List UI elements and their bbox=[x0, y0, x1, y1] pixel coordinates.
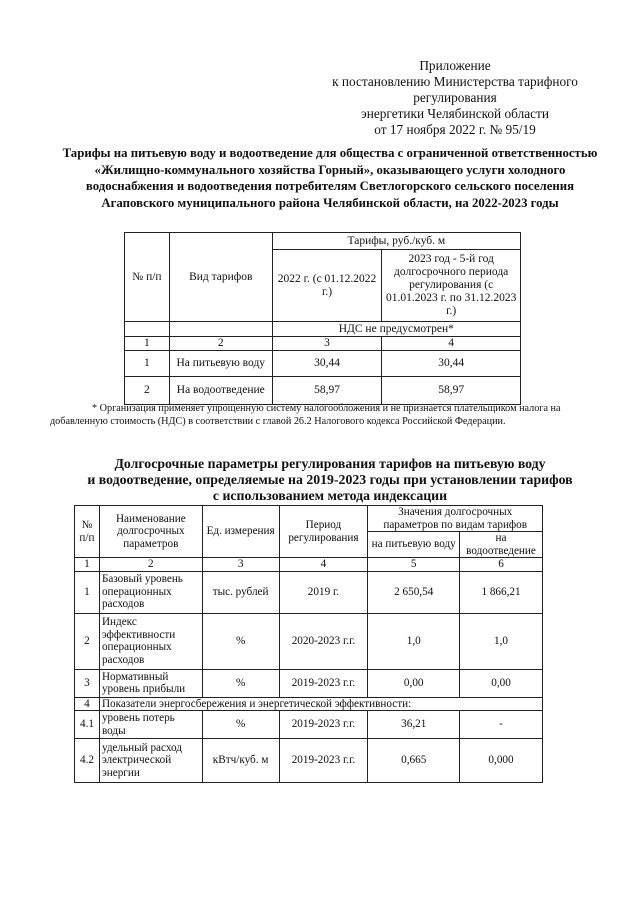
appendix-line: Приложение bbox=[419, 58, 491, 73]
row-2022: 30,44 bbox=[272, 351, 382, 377]
row-unit: % bbox=[202, 613, 279, 669]
index-cell: 1 bbox=[125, 337, 170, 351]
appendix-line: энергетики Челябинской области bbox=[361, 106, 549, 121]
header-values: Значения долгосрочных параметров по видам тарифов bbox=[368, 506, 543, 532]
header-vat: НДС не предусмотрен* bbox=[272, 322, 520, 337]
row-drain: 0,000 bbox=[460, 739, 543, 783]
vat-footnote: * Организация применяет упрощенную систему налогообложения и не признается плательщиком налога на добавленную стоимость (НДС) в соответствии с главой 26.2 Налогового кодекса Российской Федерации. bbox=[50, 403, 561, 427]
table-row bbox=[75, 739, 543, 783]
index-cell: 3 bbox=[202, 558, 279, 572]
row-type: На питьевую воду bbox=[169, 351, 272, 377]
appendix-line: регулирования bbox=[413, 90, 497, 105]
table-row bbox=[75, 613, 543, 669]
header-period: Период регулирования bbox=[279, 506, 368, 558]
row-num: 2 bbox=[125, 377, 170, 405]
section-num: 4 bbox=[75, 697, 100, 711]
row-num: 2 bbox=[75, 613, 100, 669]
appendix-header bbox=[300, 58, 610, 138]
index-cell: 2 bbox=[169, 337, 272, 351]
row-num: 1 bbox=[125, 351, 170, 377]
row-period: 2019 г. bbox=[279, 571, 368, 613]
header-unit: Ед. измерения bbox=[202, 506, 279, 558]
row-drain: - bbox=[460, 711, 543, 739]
row-water: 36,21 bbox=[368, 711, 460, 739]
table-row bbox=[75, 711, 543, 739]
tariff-table bbox=[124, 232, 521, 405]
row-drain: 0,00 bbox=[460, 669, 543, 697]
params-table bbox=[74, 505, 543, 783]
header-name: Наименование долгосрочных параметров bbox=[99, 506, 202, 558]
row-name: удельный расход электрической энергии bbox=[99, 739, 202, 783]
row-water: 0,665 bbox=[368, 739, 460, 783]
params-title bbox=[60, 456, 600, 504]
row-water: 1,0 bbox=[368, 613, 460, 669]
row-unit: кВтч/куб. м bbox=[202, 739, 279, 783]
table-row bbox=[75, 669, 543, 697]
header-num: № п/п bbox=[125, 233, 170, 322]
row-period: 2020-2023 г.г. bbox=[279, 613, 368, 669]
row-2023: 58,97 bbox=[382, 377, 521, 405]
header-num: № п/п bbox=[75, 506, 100, 558]
table-row bbox=[125, 351, 521, 377]
row-num: 4.1 bbox=[75, 711, 100, 739]
row-drain: 1,0 bbox=[460, 613, 543, 669]
row-2023: 30,44 bbox=[382, 351, 521, 377]
header-2022: 2022 г. (с 01.12.2022 г.) bbox=[272, 250, 382, 322]
header-tariffs: Тарифы, руб./куб. м bbox=[272, 233, 520, 250]
appendix-line: к постановлению Министерства тарифного bbox=[332, 74, 578, 89]
row-unit: % bbox=[202, 711, 279, 739]
row-name: Базовый уровень операционных расходов bbox=[99, 571, 202, 613]
row-num: 3 bbox=[75, 669, 100, 697]
row-name: Нормативный уровень прибыли bbox=[99, 669, 202, 697]
header-water: на питьевую воду bbox=[368, 532, 460, 558]
row-water: 2 650,54 bbox=[368, 571, 460, 613]
row-num: 4.2 bbox=[75, 739, 100, 783]
row-unit: тыс. рублей bbox=[202, 571, 279, 613]
row-type: На водоотведение bbox=[169, 377, 272, 405]
row-name: Индекс эффективности операционных расходов bbox=[99, 613, 202, 669]
index-cell: 4 bbox=[279, 558, 368, 572]
row-num: 1 bbox=[75, 571, 100, 613]
row-period: 2019-2023 г.г. bbox=[279, 711, 368, 739]
row-drain: 1 866,21 bbox=[460, 571, 543, 613]
header-type: Вид тарифов bbox=[169, 233, 272, 322]
header-drain: на водоотведение bbox=[460, 532, 543, 558]
header-2023: 2023 год - 5-й год долгосрочного периода регулирования (с 01.01.2023 г. по 31.12.2023 г.) bbox=[382, 250, 521, 322]
index-cell: 4 bbox=[382, 337, 521, 351]
params-title-line: Долгосрочные параметры регулирования тарифов на питьевую воду bbox=[114, 456, 546, 471]
index-cell: 1 bbox=[75, 558, 100, 572]
params-title-line: и водоотведение, определяемые на 2019-2023 годы при установлении тарифов bbox=[87, 472, 573, 487]
params-title-line: с использованием метода индексации bbox=[212, 488, 448, 503]
section-row bbox=[75, 697, 543, 711]
tariff-title: Тарифы на питьевую воду и водоотведение для общества с ограниченной ответственностью «Жилищно-коммунального хозяйства Горный», оказывающего услуги холодного водоснабжения и водоотведения потребителям Светлогорского сельского поселения Агаповского муниципального района Челябинской области, на 2022-2023 годы bbox=[62, 146, 598, 210]
row-period: 2019-2023 г.г. bbox=[279, 739, 368, 783]
table-row bbox=[125, 377, 521, 405]
index-cell: 6 bbox=[460, 558, 543, 572]
index-cell: 2 bbox=[99, 558, 202, 572]
appendix-line: от 17 ноября 2022 г. № 95/19 bbox=[374, 122, 536, 137]
table-row bbox=[75, 571, 543, 613]
section-text: Показатели энергосбережения и энергетической эффективности: bbox=[99, 697, 542, 711]
row-name: уровень потерь воды bbox=[99, 711, 202, 739]
row-2022: 58,97 bbox=[272, 377, 382, 405]
index-cell: 5 bbox=[368, 558, 460, 572]
index-cell: 3 bbox=[272, 337, 382, 351]
row-water: 0,00 bbox=[368, 669, 460, 697]
row-unit: % bbox=[202, 669, 279, 697]
row-period: 2019-2023 г.г. bbox=[279, 669, 368, 697]
